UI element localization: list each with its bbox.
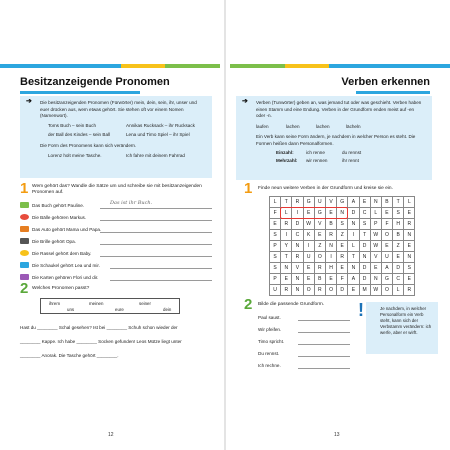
example-verb: laufen	[256, 123, 269, 129]
form-text: Ein Verb kann seine Form ändern, je nachdem in welcher Person es steht. Die Formen heißen dann Personalformen.	[256, 134, 416, 146]
grid-cell: E	[360, 197, 371, 208]
circled-word	[280, 207, 348, 219]
grid-cell: D	[360, 241, 371, 252]
grid-cell: N	[281, 263, 292, 274]
example-row	[28, 153, 204, 160]
answer-line	[100, 208, 212, 209]
grid-cell: L	[393, 285, 404, 296]
grid-cell: S	[404, 263, 415, 274]
grid-cell: E	[326, 274, 337, 285]
grid-cell: E	[304, 263, 315, 274]
handwritten-answer: Das ist ihr Buch.	[110, 200, 153, 206]
grid-cell: E	[337, 263, 348, 274]
grid-cell: S	[360, 219, 371, 230]
grid-cell: P	[270, 241, 281, 252]
list-item: Das Auto gehört Mama und Papa.	[20, 226, 101, 232]
grid-cell: V	[326, 197, 337, 208]
grid-cell: R	[281, 285, 292, 296]
grid-cell: U	[304, 252, 315, 263]
answer-line	[298, 332, 350, 333]
grid-cell: A	[348, 197, 359, 208]
grid-cell: E	[393, 252, 404, 263]
example-text: der Ball des Kindes – sein Ball	[48, 132, 111, 138]
grid-cell: I	[292, 208, 303, 219]
grid-cell: Z	[393, 241, 404, 252]
grid-cell: D	[360, 263, 371, 274]
grid-cell: I	[326, 252, 337, 263]
rattle-icon	[20, 250, 29, 256]
grid-cell: P	[371, 219, 382, 230]
task-number: 2	[244, 296, 253, 313]
answer-line	[100, 220, 212, 221]
answer-line	[298, 368, 350, 369]
grid-cell: E	[326, 208, 337, 219]
left-page	[0, 0, 224, 450]
grid-cell: T	[348, 252, 359, 263]
pronoun-option: seiner	[139, 301, 151, 306]
grid-cell: N	[348, 263, 359, 274]
list-item: Die Rassel gehört dem Baby.	[20, 250, 91, 256]
example-row	[28, 132, 204, 139]
pronoun-option: ihrem	[49, 301, 60, 306]
grid-cell: I	[281, 230, 292, 241]
grid-cell: R	[315, 285, 326, 296]
grid-cell: R	[337, 252, 348, 263]
grid-cell: U	[270, 285, 281, 296]
grid-cell: E	[270, 219, 281, 230]
right-page	[226, 0, 450, 450]
example-verb: lachen	[316, 123, 330, 129]
task-instruction: Finde neun weitere Verben in der Grundform und kreise sie ein.	[258, 186, 393, 191]
fill-line: Hast du ________ Schal gesehen? Ist bei ________ Schuh schon wieder der	[20, 325, 178, 330]
grid-cell: K	[304, 230, 315, 241]
grid-cell: S	[270, 263, 281, 274]
list-item: Das Buch gehört Pauline.	[20, 202, 84, 208]
hint-box: Je nachdem, in welcher Personalform ein Verb steht, kann sich der Verbstamm verändern: ich werfe, aber er wirft.	[366, 302, 438, 354]
grid-cell: B	[326, 219, 337, 230]
grid-cell: S	[337, 219, 348, 230]
grid-cell: N	[371, 197, 382, 208]
grid-cell: D	[393, 263, 404, 274]
example-text: Annikas Rucksack – ihr Rucksack	[126, 122, 195, 128]
grid-cell: R	[281, 219, 292, 230]
answer-line	[100, 256, 212, 257]
grid-cell: D	[292, 219, 303, 230]
grid-cell: E	[304, 208, 315, 219]
page-number: 12	[108, 432, 114, 438]
grid-cell: N	[292, 274, 303, 285]
grid-cell: B	[382, 197, 393, 208]
grid-cell: H	[326, 263, 337, 274]
grid-cell: R	[292, 197, 303, 208]
grid-cell: N	[371, 274, 382, 285]
grid-cell: B	[315, 274, 326, 285]
grid-cell: W	[371, 241, 382, 252]
list-item: Die Bälle gehören Markus.	[20, 214, 86, 220]
grid-cell: V	[371, 252, 382, 263]
example-text: Lorenz holt meine Tasche.	[48, 152, 102, 158]
fill-line: ________ Kappe. Ich habe ________ Socken gefunden! Leos Mütze liegt unter	[20, 339, 182, 344]
grid-cell: U	[315, 197, 326, 208]
right-info-box	[236, 96, 432, 180]
grid-cell: C	[292, 230, 303, 241]
book-icon	[20, 202, 29, 208]
grid-cell: U	[382, 252, 393, 263]
task-instruction: Bilde die passende Grundform.	[258, 302, 325, 307]
pronoun-option: meinen	[89, 301, 104, 306]
grid-cell: F	[337, 274, 348, 285]
pronoun-option: dein	[163, 307, 172, 312]
example-text: Lena und Timo Spiel – ihr Spiel	[126, 132, 190, 138]
grid-cell: T	[393, 197, 404, 208]
grid-cell: L	[404, 197, 415, 208]
pronoun-option: uns	[67, 307, 75, 312]
grid-cell: T	[360, 230, 371, 241]
left-info-intro: Die besitzanzeigenden Pronomen (Fürwörter) mein, dein, sein, ihr, unser und euer drücken aus, wem etwas gehört. Sie stehen oft vor einem Nomen (Namenwort).	[40, 100, 197, 119]
grid-cell: N	[337, 208, 348, 219]
table-cell: Mehrzahl:	[276, 158, 298, 164]
task-instruction: Wem gehört das? Wandle die Sätze um und schreibe sie mit besitzanzeigenden Pronomen auf.	[32, 184, 202, 195]
grid-cell: V	[292, 263, 303, 274]
answer-line	[110, 268, 212, 269]
grid-cell: E	[281, 274, 292, 285]
grid-cell: V	[315, 219, 326, 230]
right-info-intro: Verben (Tunwörter) geben an, was jemand tut oder was geschieht. Verben haben einen Stamm und eine Endung. Verben in der Grundform enden meist auf -en oder -n.	[256, 100, 422, 119]
example-row	[28, 123, 204, 130]
grundform-examples	[244, 124, 424, 131]
list-item: Die Brille gehört Opa.	[20, 238, 76, 244]
grid-cell: L	[348, 241, 359, 252]
swing-icon	[20, 262, 29, 268]
right-page-title: Verben erkennen	[341, 76, 430, 88]
grid-cell: N	[326, 241, 337, 252]
grundform-line: Ich rechne.	[258, 363, 281, 368]
table-cell: ihr rennt	[342, 158, 359, 164]
grid-cell: O	[315, 252, 326, 263]
pronoun-option: eure	[115, 307, 124, 312]
grid-cell: S	[270, 252, 281, 263]
grid-cell: R	[404, 219, 415, 230]
arrow-icon: ➔	[242, 98, 248, 105]
left-page-title: Besitzanzeigende Pronomen	[20, 76, 170, 88]
grid-cell: D	[360, 274, 371, 285]
grid-cell: W	[304, 219, 315, 230]
grid-cell: Z	[337, 230, 348, 241]
exclamation-icon: !	[358, 300, 364, 320]
ball-icon	[20, 214, 29, 220]
grid-cell: W	[371, 230, 382, 241]
grid-cell: N	[404, 230, 415, 241]
car-icon	[20, 226, 29, 232]
change-text: Die Form des Pronomens kann sich verändern.	[40, 142, 137, 148]
fill-line: ________ Anorak. Die Tasche gehört ________.	[20, 353, 119, 358]
answer-line	[110, 280, 212, 281]
grid-cell: L	[270, 197, 281, 208]
table-cell: Einzahl:	[276, 149, 294, 155]
example-text: Toms Buch – sein Buch	[48, 122, 97, 128]
grid-cell: G	[315, 208, 326, 219]
grid-cell: L	[371, 208, 382, 219]
grid-cell: B	[393, 230, 404, 241]
grid-cell: E	[382, 208, 393, 219]
grid-cell: R	[326, 230, 337, 241]
grid-cell: R	[292, 252, 303, 263]
grid-cell: G	[337, 197, 348, 208]
right-title-underline	[356, 91, 430, 94]
grid-cell: L	[281, 208, 292, 219]
grid-cell: E	[348, 285, 359, 296]
answer-line	[298, 356, 350, 357]
grid-cell: I	[304, 241, 315, 252]
grid-cell: C	[393, 274, 404, 285]
glasses-icon	[20, 238, 29, 244]
grid-cell: E	[404, 241, 415, 252]
grid-cell: F	[382, 219, 393, 230]
grid-cell: D	[337, 285, 348, 296]
pronoun-box	[40, 298, 180, 314]
answer-line	[100, 232, 212, 233]
grid-cell: I	[348, 230, 359, 241]
answer-line	[298, 344, 350, 345]
arrow-icon: ➔	[26, 98, 32, 105]
grid-cell: R	[404, 285, 415, 296]
grid-cell: E	[404, 274, 415, 285]
grid-cell: E	[315, 230, 326, 241]
grundform-line: Timo spricht.	[258, 339, 285, 344]
grid-cell: N	[292, 241, 303, 252]
grundform-line: Du rennst.	[258, 351, 280, 356]
answer-line	[298, 320, 350, 321]
list-item: Die Schaukel gehört Lea und mir.	[20, 262, 100, 268]
grid-cell: E	[371, 263, 382, 274]
grid-cell: G	[382, 274, 393, 285]
task-number: 2	[20, 280, 29, 297]
grid-cell: R	[315, 263, 326, 274]
grid-cell: D	[348, 208, 359, 219]
grid-cell: M	[360, 285, 371, 296]
example-text: Ich fahre mit deinem Fahrrad	[126, 152, 185, 158]
table-cell: du rennst	[342, 149, 362, 155]
answer-line	[100, 244, 212, 245]
left-color-bar	[0, 64, 220, 68]
table-cell: wir rennen	[306, 158, 328, 164]
grid-cell: W	[371, 285, 382, 296]
grid-cell: T	[281, 197, 292, 208]
grid-cell: O	[382, 230, 393, 241]
grid-cell: Z	[315, 241, 326, 252]
grid-cell: N	[292, 285, 303, 296]
grid-cell: N	[404, 252, 415, 263]
grid-cell: E	[304, 274, 315, 285]
grid-cell: A	[348, 274, 359, 285]
left-info-box	[20, 96, 212, 178]
grid-cell: O	[382, 285, 393, 296]
grid-cell: F	[270, 208, 281, 219]
grid-cell: O	[304, 285, 315, 296]
grid-cell: S	[393, 208, 404, 219]
right-color-bar	[230, 64, 450, 68]
grid-cell: C	[360, 208, 371, 219]
grid-cell: E	[404, 208, 415, 219]
left-title-underline	[20, 91, 140, 94]
grid-cell: P	[270, 274, 281, 285]
task-instruction: Welches Pronomen passt?	[32, 286, 90, 291]
list-item: Die Karten gehören Flori und dir.	[20, 274, 98, 280]
grundform-line: Paul saust.	[258, 315, 281, 320]
person-table	[244, 150, 424, 165]
grid-cell: S	[270, 230, 281, 241]
table-cell: ich renne	[306, 149, 325, 155]
task-number: 1	[244, 180, 253, 197]
task-number: 1	[20, 180, 29, 197]
grid-cell: H	[393, 219, 404, 230]
example-verb: lächeln	[346, 123, 361, 129]
grid-cell: N	[360, 252, 371, 263]
page-number: 13	[334, 432, 340, 438]
grid-cell: Y	[281, 241, 292, 252]
grid-cell: G	[304, 197, 315, 208]
grid-cell: E	[337, 241, 348, 252]
grid-cell: N	[348, 219, 359, 230]
grid-cell: A	[382, 263, 393, 274]
grid-cell: O	[326, 285, 337, 296]
grid-cell: T	[281, 252, 292, 263]
grundform-line: Wir pfeifen.	[258, 327, 282, 332]
example-verb: lachen	[286, 123, 300, 129]
grid-cell: E	[382, 241, 393, 252]
